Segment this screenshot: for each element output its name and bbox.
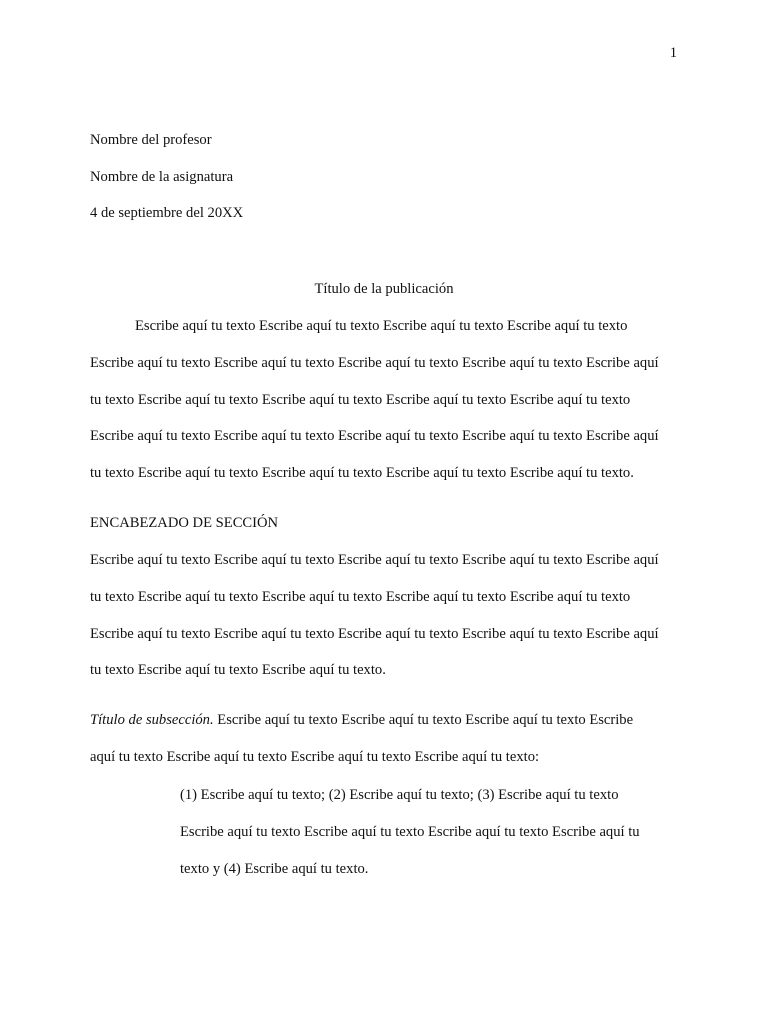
paragraph-line: Escribe aquí tu texto Escribe aquí tu texto Escribe aquí tu texto Escribe aquí tu texto Escribe aquí xyxy=(90,354,659,371)
body-paragraph-1 xyxy=(90,317,690,501)
section-heading: ENCABEZADO DE SECCIÓN xyxy=(90,515,279,531)
subsection-first-line xyxy=(90,711,690,748)
paragraph-line: tu texto Escribe aquí tu texto Escribe aquí tu texto. xyxy=(90,662,386,679)
subsection-title: Título de subsección. xyxy=(90,712,214,728)
block-quote-list xyxy=(90,786,690,896)
body-paragraph-2 xyxy=(90,551,690,698)
paragraph-line: tu texto Escribe aquí tu texto Escribe aquí tu texto Escribe aquí tu texto Escribe aquí tu texto xyxy=(90,588,631,605)
paragraph-line: aquí tu texto Escribe aquí tu texto Escribe aquí tu texto Escribe aquí tu texto: xyxy=(90,748,540,765)
paragraph-line: Escribe aquí tu texto Escribe aquí tu texto Escribe aquí tu texto Escribe aquí tu texto Escribe aquí xyxy=(90,552,659,568)
page-number: 1 xyxy=(669,45,677,61)
paragraph-line: Escribe aquí tu texto Escribe aquí tu texto Escribe aquí tu texto Escribe aquí tu texto xyxy=(135,318,628,334)
header-block xyxy=(90,131,690,241)
document-title: Título de la publicación xyxy=(314,281,454,297)
paragraph-line: tu texto Escribe aquí tu texto Escribe aquí tu texto Escribe aquí tu texto Escribe aquí tu texto xyxy=(90,391,631,408)
list-line: (1) Escribe aquí tu texto; (2) Escribe aquí tu texto; (3) Escribe aquí tu texto xyxy=(180,787,619,803)
course-name: Nombre de la asignatura xyxy=(90,168,234,185)
paragraph-line: Escribe aquí tu texto Escribe aquí tu texto Escribe aquí tu texto Escribe aquí tu texto Escribe aquí xyxy=(90,625,659,642)
document-date: 4 de septiembre del 20XX xyxy=(90,205,244,221)
subsection-text: Escribe aquí tu texto Escribe aquí tu texto Escribe aquí tu texto Escribe xyxy=(213,712,634,728)
paragraph-line: tu texto Escribe aquí tu texto Escribe aquí tu texto Escribe aquí tu texto Escribe aquí tu texto. xyxy=(90,465,634,481)
subsection-paragraph xyxy=(90,711,690,785)
professor-name: Nombre del profesor xyxy=(90,132,212,148)
paragraph-line: Escribe aquí tu texto Escribe aquí tu texto Escribe aquí tu texto Escribe aquí tu texto Escribe aquí xyxy=(90,428,659,445)
list-line: Escribe aquí tu texto Escribe aquí tu texto Escribe aquí tu texto Escribe aquí tu xyxy=(180,823,640,840)
list-line: texto y (4) Escribe aquí tu texto. xyxy=(180,860,369,877)
